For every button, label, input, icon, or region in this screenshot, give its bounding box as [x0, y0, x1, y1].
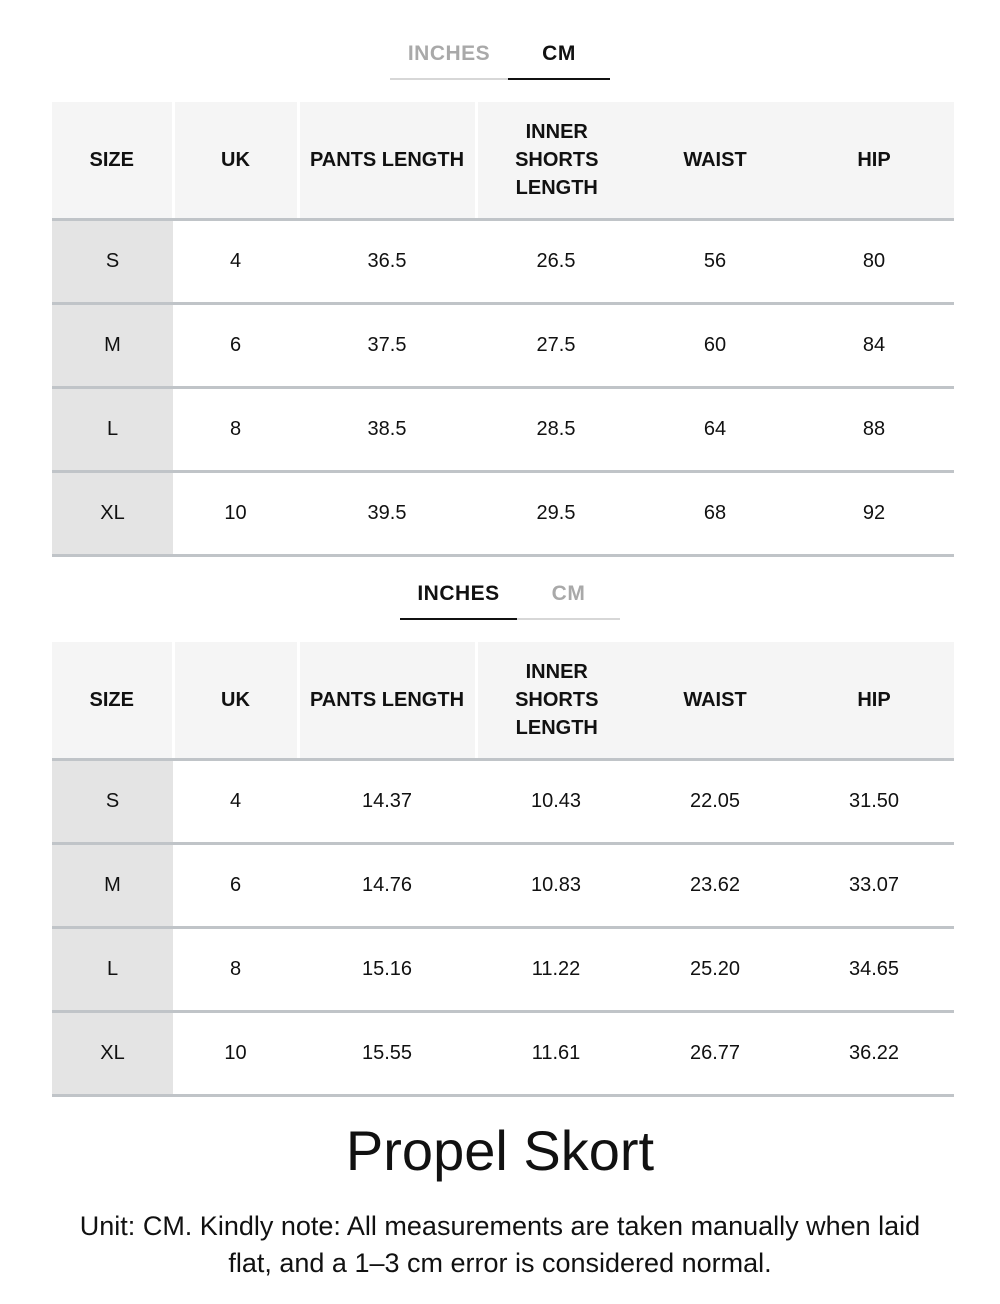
hip-cell: 84: [794, 304, 954, 388]
hip-cell: 88: [794, 388, 954, 472]
tab-inches[interactable]: INCHES: [390, 30, 508, 80]
uk-cell: 10: [173, 1012, 298, 1096]
inner-shorts-length-cell: 10.43: [476, 760, 636, 844]
inner-shorts-length-cell: 26.5: [476, 220, 636, 304]
hip-cell: 31.50: [794, 760, 954, 844]
uk-cell: 6: [173, 844, 298, 928]
product-title: Propel Skort: [345, 1119, 655, 1182]
tab-cm[interactable]: CM: [508, 30, 610, 80]
table-row: [52, 844, 954, 928]
uk-cell: 6: [173, 304, 298, 388]
waist-cell: 64: [636, 388, 794, 472]
header-pants-length: PANTS LENGTH: [298, 642, 476, 760]
note-line-1: Unit: CM. Kindly note: All measurements are taken manually when laid: [79, 1211, 921, 1241]
waist-cell: 25.20: [636, 928, 794, 1012]
table-header-row: [52, 102, 954, 220]
table-row: [52, 388, 954, 472]
size-table-inches: [52, 642, 954, 1097]
header-size: SIZE: [52, 102, 173, 220]
header-uk: UK: [173, 102, 298, 220]
hip-cell: 34.65: [794, 928, 954, 1012]
pants-length-cell: 14.37: [298, 760, 476, 844]
note-line-2: flat, and a 1–3 cm error is considered normal.: [228, 1248, 772, 1278]
size-cell: XL: [52, 472, 173, 556]
header-hip: HIP: [794, 642, 954, 760]
size-cell: XL: [52, 1012, 173, 1096]
waist-cell: 68: [636, 472, 794, 556]
pants-length-cell: 39.5: [298, 472, 476, 556]
table-row: [52, 304, 954, 388]
inner-shorts-length-cell: 27.5: [476, 304, 636, 388]
table-row: [52, 472, 954, 556]
hip-cell: 36.22: [794, 1012, 954, 1096]
pants-length-cell: 36.5: [298, 220, 476, 304]
header-hip: HIP: [794, 102, 954, 220]
inner-shorts-length-cell: 29.5: [476, 472, 636, 556]
header-waist: WAIST: [636, 102, 794, 220]
size-cell: M: [52, 304, 173, 388]
size-table-cm: [52, 102, 954, 557]
table-row: [52, 928, 954, 1012]
header-uk: UK: [173, 642, 298, 760]
uk-cell: 8: [173, 928, 298, 1012]
hip-cell: 92: [794, 472, 954, 556]
waist-cell: 26.77: [636, 1012, 794, 1096]
inner-shorts-length-cell: 10.83: [476, 844, 636, 928]
size-cell: S: [52, 760, 173, 844]
header-size: SIZE: [52, 642, 173, 760]
table-row: [52, 760, 954, 844]
measurement-note: [30, 1208, 970, 1282]
tab-cm[interactable]: CM: [517, 570, 620, 620]
pants-length-cell: 37.5: [298, 304, 476, 388]
uk-cell: 8: [173, 388, 298, 472]
header-inner-shorts-length: INNER SHORTS LENGTH: [476, 642, 636, 760]
size-cell: M: [52, 844, 173, 928]
pants-length-cell: 15.16: [298, 928, 476, 1012]
header-inner-shorts-length: INNER SHORTS LENGTH: [476, 102, 636, 220]
pants-length-cell: 14.76: [298, 844, 476, 928]
inner-shorts-length-cell: 11.61: [476, 1012, 636, 1096]
hip-cell: 33.07: [794, 844, 954, 928]
inner-shorts-length-cell: 28.5: [476, 388, 636, 472]
uk-cell: 4: [173, 760, 298, 844]
waist-cell: 22.05: [636, 760, 794, 844]
waist-cell: 56: [636, 220, 794, 304]
size-cell: L: [52, 388, 173, 472]
table-row: [52, 220, 954, 304]
header-pants-length: PANTS LENGTH: [298, 102, 476, 220]
uk-cell: 4: [173, 220, 298, 304]
uk-cell: 10: [173, 472, 298, 556]
waist-cell: 60: [636, 304, 794, 388]
unit-tabs-top: [390, 30, 610, 80]
tab-inches[interactable]: INCHES: [400, 570, 517, 620]
hip-cell: 80: [794, 220, 954, 304]
unit-tabs-bottom: [400, 570, 620, 620]
waist-cell: 23.62: [636, 844, 794, 928]
table-row: [52, 1012, 954, 1096]
size-cell: S: [52, 220, 173, 304]
table-header-row: [52, 642, 954, 760]
inner-shorts-length-cell: 11.22: [476, 928, 636, 1012]
header-waist: WAIST: [636, 642, 794, 760]
pants-length-cell: 15.55: [298, 1012, 476, 1096]
pants-length-cell: 38.5: [298, 388, 476, 472]
size-cell: L: [52, 928, 173, 1012]
